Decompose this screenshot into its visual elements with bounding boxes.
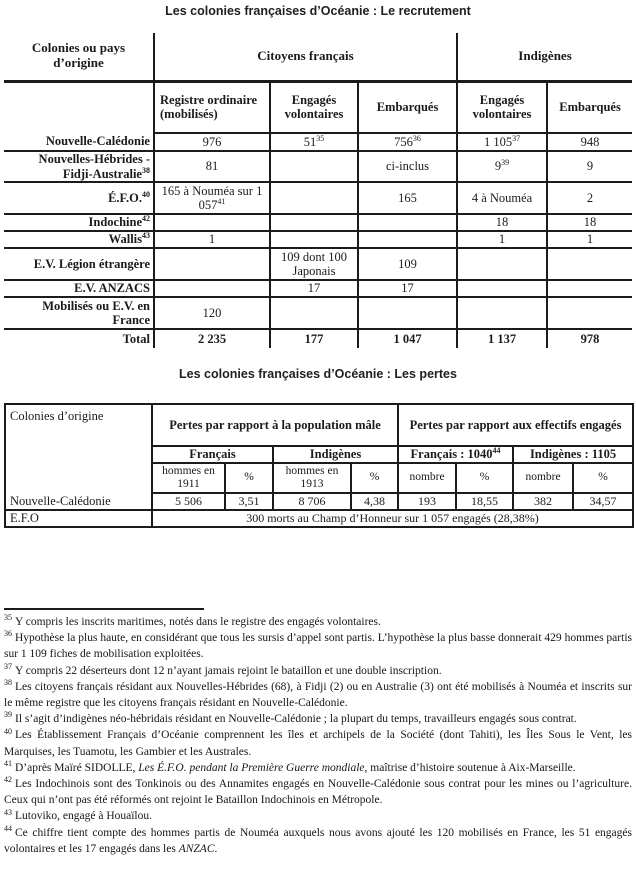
data-cell: 2 235 xyxy=(154,329,270,348)
column-header-natives: Indigènes xyxy=(457,33,632,81)
subheader-cell: nombre xyxy=(398,463,456,493)
data-cell xyxy=(547,248,632,280)
table-row xyxy=(5,510,633,527)
footnote: $^{42}$ Les Indochinois sont des Tonkinois ou des Annamites engagés en Nouvelle-Calédonie sous contrat pour les mines ou l’agriculture. Ceux qui n’ont pas été réformés ont rejoint le Bataillon Indochinois en Métropole. xyxy=(4,775,632,807)
footnote: $^{36}$ Hypothèse la plus haute, en considérant que tous les sursis d’appel sont partis. L’hypothèse la plus basse donnerait 429 hommes partis sur 1 109 fiches de mobilisation exploitées. xyxy=(4,629,632,661)
data-cell: 17 xyxy=(270,280,358,297)
data-cell: 34,57 xyxy=(573,493,633,510)
group-francais-pop: Français xyxy=(152,446,273,463)
data-cell: 1 137 xyxy=(457,329,547,348)
data-cell xyxy=(457,248,547,280)
data-cell: 1 047 xyxy=(358,329,457,348)
footnote: $^{38}$ Les citoyens français résidant aux Nouvelles-Hébrides (68), à Fidji (2) ou en Australie (3) ont été mobilisés à Nouméa et inscrits sur le même registre que les citoyens français résidant en Nouvelle-Calédonie. xyxy=(4,677,632,710)
row-label: E.V. Légion étrangère xyxy=(4,248,154,280)
empty-cell xyxy=(4,81,154,133)
data-cell: $756^{36}$ xyxy=(358,133,457,151)
subheader-cell: hommes en 1913 xyxy=(273,463,351,493)
table-row xyxy=(4,182,632,214)
data-cell: $9^{39}$ xyxy=(457,151,547,182)
data-cell xyxy=(547,280,632,297)
group-indigenes-eff: Indigènes : 1105 xyxy=(513,446,633,463)
data-cell: 165 xyxy=(358,182,457,214)
table-row xyxy=(4,297,632,329)
subheader-cell: % xyxy=(351,463,398,493)
subheader-cell: % xyxy=(225,463,273,493)
data-cell xyxy=(270,214,358,231)
row-label: Nouvelle-Calédonie xyxy=(5,493,152,510)
row-label: Wallis$^{43}$ xyxy=(4,231,154,248)
footnote: $^{37}$ Y compris 22 déserteurs dont 12 n’ayant jamais rejoint le bataillon et une double inscription. xyxy=(4,661,442,677)
table-row xyxy=(4,231,632,248)
subheader-engages-fr: Engagés volontaires xyxy=(270,81,358,133)
data-cell: 18 xyxy=(547,214,632,231)
data-cell: 165 à Nouméa sur 1 $057^{41}$ xyxy=(154,182,270,214)
recruitment-title: Les colonies françaises d’Océanie : Le recrutement xyxy=(165,4,471,18)
recruitment-table xyxy=(4,33,632,348)
data-cell: 18 xyxy=(457,214,547,231)
table-row xyxy=(4,280,632,297)
data-cell xyxy=(358,231,457,248)
losses-title: Les colonies françaises d’Océanie : Les pertes xyxy=(179,367,457,381)
column-header-origin: Colonies d’origine xyxy=(10,409,104,423)
column-header-engages: Pertes par rapport aux effectifs engagés xyxy=(398,404,633,446)
row-label: E.F.O xyxy=(10,511,39,526)
data-cell: 109 dont 100 Japonais xyxy=(270,248,358,280)
data-cell: $51^{35}$ xyxy=(270,133,358,151)
column-header-origin: Colonies ou pays d’origine xyxy=(4,33,154,81)
subheader-registre: Registre ordinaire (mobilisés) xyxy=(154,81,270,133)
data-cell: 81 xyxy=(154,151,270,182)
data-cell: 1 xyxy=(457,231,547,248)
table-row xyxy=(4,133,632,151)
table-row xyxy=(5,493,633,510)
row-label: Nouvelle-Calédonie xyxy=(4,133,154,151)
subheader-cell: hommes en 1911 xyxy=(152,463,225,493)
data-cell xyxy=(457,297,547,329)
data-cell: 17 xyxy=(358,280,457,297)
data-cell: 1 xyxy=(547,231,632,248)
data-cell: 1 xyxy=(154,231,270,248)
column-header-citizens: Citoyens français xyxy=(154,33,457,81)
footnote: $^{44}$ Ce chiffre tient compte des hommes partis de Nouméa auxquels nous avons ajouté les 120 mobilisés en France, les 51 engagés volontaires et les 17 engagés dans les ANZAC. xyxy=(4,823,632,855)
table-row xyxy=(4,151,632,182)
table-row xyxy=(4,214,632,231)
footnote-separator xyxy=(4,608,204,610)
data-cell xyxy=(270,231,358,248)
row-label: E.V. ANZACS xyxy=(4,280,154,297)
data-cell: 177 xyxy=(270,329,358,348)
group-indigenes-pop: Indigènes xyxy=(273,446,398,463)
data-cell: 109 xyxy=(358,248,457,280)
data-cell xyxy=(547,297,632,329)
table-row xyxy=(4,248,632,280)
footnote: $^{40}$ Les Établissement Français d’Océanie comprennent les îles et archipels de la Société (dont Tahiti), les Îles Sous le Vent, les Marquises, les Tuamotu, les Gambier et les Australes. xyxy=(4,726,632,758)
footnotes-section xyxy=(4,608,632,857)
subheader-cell: % xyxy=(456,463,513,493)
data-cell: 4,38 xyxy=(351,493,398,510)
data-cell: 4 à Nouméa xyxy=(457,182,547,214)
footnote: $^{43}$ Lutoviko, engagé à Houaïlou. xyxy=(4,807,153,823)
column-header-population: Pertes par rapport à la population mâle xyxy=(152,404,398,446)
data-cell xyxy=(358,214,457,231)
data-cell xyxy=(270,151,358,182)
data-cell xyxy=(270,297,358,329)
row-label: Indochine$^{42}$ xyxy=(4,214,154,231)
data-cell: 5 506 xyxy=(152,493,225,510)
subheader-engages-ind: Engagés volontaires xyxy=(457,81,547,133)
subheader-embarques-ind: Embarqués xyxy=(547,81,632,133)
subheader-cell: % xyxy=(573,463,633,493)
data-cell: 3,51 xyxy=(225,493,273,510)
subheader-cell: nombre xyxy=(513,463,573,493)
data-cell: 1 $105^{37}$ xyxy=(457,133,547,151)
data-cell: 976 xyxy=(154,133,270,151)
footnote: $^{35}$ Y compris les inscrits maritimes, notés dans le registre des engagés volontaires. xyxy=(4,613,381,628)
data-cell: 120 xyxy=(154,297,270,329)
losses-table xyxy=(4,403,634,528)
data-cell: 8 706 xyxy=(273,493,351,510)
data-cell: 2 xyxy=(547,182,632,214)
row-label: Total xyxy=(4,329,154,348)
data-cell xyxy=(457,280,547,297)
data-cell xyxy=(358,297,457,329)
data-cell xyxy=(154,280,270,297)
data-cell: 18,55 xyxy=(456,493,513,510)
data-cell xyxy=(154,248,270,280)
data-cell xyxy=(154,214,270,231)
data-cell: ci-inclus xyxy=(358,151,457,182)
subheader-embarques-fr: Embarqués xyxy=(358,81,457,133)
table-total-row xyxy=(4,329,632,348)
row-label: Mobilisés ou E.V. en France xyxy=(4,297,154,329)
table-header-row xyxy=(4,33,632,81)
spanned-note-cell: 300 morts au Champ d’Honneur sur 1 057 engagés (28,38%) xyxy=(152,510,633,527)
data-cell: 9 xyxy=(547,151,632,182)
group-francais-eff: Français : 1040$^{44}$ xyxy=(398,446,513,463)
data-cell: 382 xyxy=(513,493,573,510)
data-cell: 193 xyxy=(398,493,456,510)
row-label: Nouvelles-Hébrides - Fidji-Australie$^{38}$ xyxy=(4,151,154,182)
data-cell xyxy=(270,182,358,214)
data-cell: 978 xyxy=(580,331,600,346)
row-label: É.F.O.$^{40}$ xyxy=(4,182,154,214)
footnote: $^{41}$ D’après Maïré SIDOLLE, Les É.F.O. pendant la Première Guerre mondiale, maîtrise d’histoire soutenue à Aix-Marseille. xyxy=(4,759,576,774)
table-subheader-row xyxy=(4,81,632,133)
footnote: $^{39}$ Il s’agit d’indigènes néo-hébridais résidant en Nouvelle-Calédonie ; la plupart du temps, travailleurs engagés sous contrat. xyxy=(4,710,577,726)
table-header-row xyxy=(5,404,633,446)
data-cell: 948 xyxy=(547,133,632,151)
